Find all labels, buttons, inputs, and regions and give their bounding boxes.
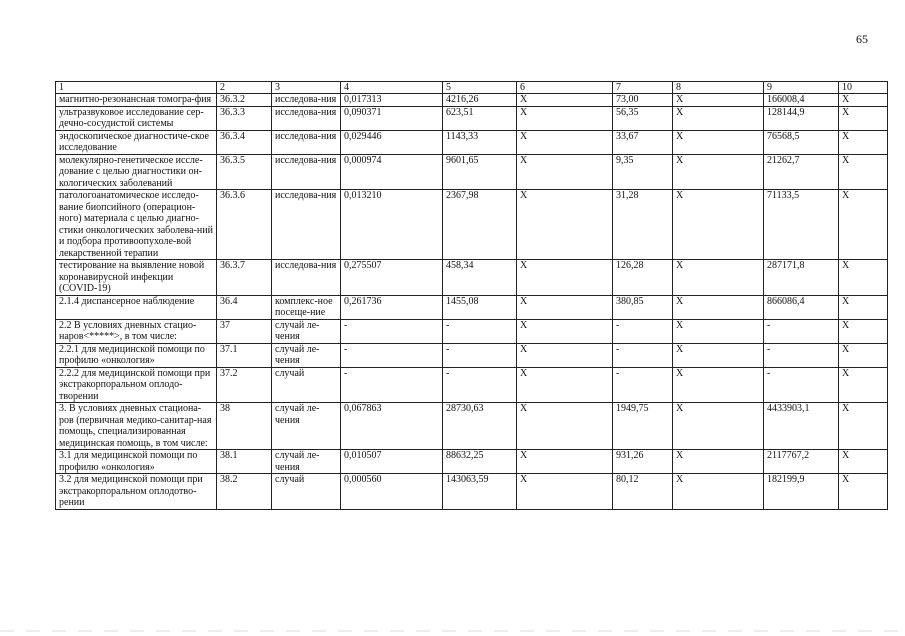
column-header-7: 7 <box>613 82 673 94</box>
table-cell: X <box>517 319 613 343</box>
table-cell: 36.3.5 <box>217 154 272 190</box>
table-cell: 36.3.4 <box>217 130 272 154</box>
table-cell: X <box>517 367 613 403</box>
column-header-10: 10 <box>839 82 888 94</box>
table-cell: X <box>839 474 888 510</box>
table-cell: 2.2.2 для медицинской помощи при экстракорпоральном оплодо-творении <box>56 367 217 403</box>
table-cell: 287171,8 <box>764 260 839 296</box>
table-cell: 0,090371 <box>341 106 443 130</box>
table-row <box>56 343 888 367</box>
table-cell: X <box>517 130 613 154</box>
table-cell: 71133,5 <box>764 190 839 260</box>
table-row <box>56 154 888 190</box>
table-cell: 2117767,2 <box>764 450 839 474</box>
table-cell: 2.2 В условиях дневных стацио-наров<*****>, в том числе: <box>56 319 217 343</box>
table-cell: - <box>443 367 517 403</box>
table-cell: молекулярно-генетическое иссле-дование с целью диагностики он-кологических заболеваний <box>56 154 217 190</box>
table-cell: 1455,08 <box>443 295 517 319</box>
table-row <box>56 260 888 296</box>
table-cell: 38 <box>217 403 272 450</box>
column-header-2: 2 <box>217 82 272 94</box>
table-row <box>56 367 888 403</box>
table-row <box>56 450 888 474</box>
table-cell: 3. В условиях дневных стациона-ров (первичная медико-санитар-ная помощь, специализированная медицинская помощь, в том числе: <box>56 403 217 450</box>
table-cell: 88632,25 <box>443 450 517 474</box>
table-cell: 126,28 <box>613 260 673 296</box>
table-cell: случай <box>272 367 341 403</box>
table-cell: 2367,98 <box>443 190 517 260</box>
table-cell: 33,67 <box>613 130 673 154</box>
table-cell: 4216,26 <box>443 94 517 107</box>
table-cell: X <box>839 295 888 319</box>
table-cell: X <box>673 94 764 107</box>
table-cell: 31,28 <box>613 190 673 260</box>
table-cell: X <box>673 260 764 296</box>
table-cell: X <box>839 190 888 260</box>
column-header-3: 3 <box>272 82 341 94</box>
table-cell: - <box>341 343 443 367</box>
table-cell: 38.1 <box>217 450 272 474</box>
table-cell: X <box>673 154 764 190</box>
table-cell: X <box>517 450 613 474</box>
table-cell: X <box>517 474 613 510</box>
column-header-8: 8 <box>673 82 764 94</box>
table-row <box>56 94 888 107</box>
table-header-row <box>56 82 888 94</box>
table-cell: комплекс-ное посеще-ние <box>272 295 341 319</box>
table-cell: X <box>839 367 888 403</box>
table-cell: 21262,7 <box>764 154 839 190</box>
table-cell: - <box>613 343 673 367</box>
table-cell: X <box>673 190 764 260</box>
table-cell: 37.1 <box>217 343 272 367</box>
table-cell: 0,261736 <box>341 295 443 319</box>
table-cell: X <box>517 403 613 450</box>
table-cell: X <box>673 106 764 130</box>
table-cell: 36.3.3 <box>217 106 272 130</box>
table-cell: 182199,9 <box>764 474 839 510</box>
table-row <box>56 190 888 260</box>
table-cell: X <box>517 94 613 107</box>
table-cell: 166008,4 <box>764 94 839 107</box>
table-cell: - <box>443 343 517 367</box>
table-cell: - <box>613 367 673 403</box>
table-cell: X <box>839 130 888 154</box>
table-cell: 9601,65 <box>443 154 517 190</box>
table-cell: X <box>839 106 888 130</box>
table-cell: 3.1 для медицинской помощи по профилю «онкология» <box>56 450 217 474</box>
table-cell: - <box>443 319 517 343</box>
table-cell: случай <box>272 474 341 510</box>
table-cell: тестирование на выявление новой коронавирусной инфекции (COVID-19) <box>56 260 217 296</box>
table-cell: 0,029446 <box>341 130 443 154</box>
table-cell: 931,26 <box>613 450 673 474</box>
table-cell: исследова-ния <box>272 106 341 130</box>
scan-artifact-line <box>0 630 905 632</box>
table-cell: 0,017313 <box>341 94 443 107</box>
table-cell: 38.2 <box>217 474 272 510</box>
table-cell: X <box>517 154 613 190</box>
table-cell: случай ле-чения <box>272 319 341 343</box>
table-cell: 2.1.4 диспансерное наблюдение <box>56 295 217 319</box>
table-cell: - <box>764 367 839 403</box>
table-cell: 1143,33 <box>443 130 517 154</box>
table-cell: X <box>839 94 888 107</box>
table-row <box>56 106 888 130</box>
table-cell: 0,067863 <box>341 403 443 450</box>
column-header-6: 6 <box>517 82 613 94</box>
table-cell: X <box>673 403 764 450</box>
table-cell: 76568,5 <box>764 130 839 154</box>
table-cell: 3.2 для медицинской помощи при экстракорпоральном оплодотво-рении <box>56 474 217 510</box>
column-header-1: 1 <box>56 82 217 94</box>
table-cell: 128144,9 <box>764 106 839 130</box>
table-cell: - <box>764 319 839 343</box>
table-cell: X <box>673 450 764 474</box>
table-cell: 36.4 <box>217 295 272 319</box>
table-cell: 4433903,1 <box>764 403 839 450</box>
table-row <box>56 130 888 154</box>
table-cell: 80,12 <box>613 474 673 510</box>
table-cell: X <box>839 450 888 474</box>
table-cell: X <box>517 343 613 367</box>
table-cell: X <box>517 295 613 319</box>
table-cell: 36.3.7 <box>217 260 272 296</box>
table-cell: X <box>673 295 764 319</box>
table-cell: 0,010507 <box>341 450 443 474</box>
column-header-9: 9 <box>764 82 839 94</box>
table-cell: 0,000974 <box>341 154 443 190</box>
table-cell: 0,275507 <box>341 260 443 296</box>
table-cell: случай ле-чения <box>272 450 341 474</box>
table-cell: 866086,4 <box>764 295 839 319</box>
table-cell: - <box>613 319 673 343</box>
table-cell: 37 <box>217 319 272 343</box>
table-cell: магнитно-резонансная томогра-фия <box>56 94 217 107</box>
table-cell: 143063,59 <box>443 474 517 510</box>
column-header-4: 4 <box>341 82 443 94</box>
table-cell: 2.2.1 для медицинской помощи по профилю «онкология» <box>56 343 217 367</box>
table-body <box>56 82 888 510</box>
table-cell: 1949,75 <box>613 403 673 450</box>
table-cell: патологоанатомическое исследо-вание биопсийного (операцион-ного) материала с целью диагно-стики онкологических заболева-ний и подбора противоопухоле-вой лекарственной терапии <box>56 190 217 260</box>
table-cell: исследова-ния <box>272 94 341 107</box>
table-cell: X <box>673 343 764 367</box>
table-cell: 36.3.2 <box>217 94 272 107</box>
table-cell: эндоскопическое диагностиче-ское исследование <box>56 130 217 154</box>
column-header-5: 5 <box>443 82 517 94</box>
table-cell: 56,35 <box>613 106 673 130</box>
table-cell: 380,85 <box>613 295 673 319</box>
table-cell: X <box>673 130 764 154</box>
table-row <box>56 403 888 450</box>
table-cell: исследова-ния <box>272 260 341 296</box>
table-cell: X <box>517 106 613 130</box>
table-cell: 623,51 <box>443 106 517 130</box>
table-cell: исследова-ния <box>272 154 341 190</box>
table-cell: 73,00 <box>613 94 673 107</box>
table-cell: 9,35 <box>613 154 673 190</box>
table-cell: X <box>839 154 888 190</box>
table-row <box>56 474 888 510</box>
table-cell: - <box>341 319 443 343</box>
table-cell: случай ле-чения <box>272 343 341 367</box>
table-cell: X <box>839 403 888 450</box>
table-cell: 28730,63 <box>443 403 517 450</box>
table-cell: X <box>673 319 764 343</box>
table-cell: X <box>839 319 888 343</box>
table-cell: случай ле-чения <box>272 403 341 450</box>
table-cell: исследова-ния <box>272 190 341 260</box>
table-cell: 0,013210 <box>341 190 443 260</box>
table-cell: 36.3.6 <box>217 190 272 260</box>
data-table <box>55 81 888 510</box>
table-cell: - <box>341 367 443 403</box>
table-cell: 37.2 <box>217 367 272 403</box>
page-number: 65 <box>856 32 868 46</box>
table-row <box>56 319 888 343</box>
table-cell: 458,34 <box>443 260 517 296</box>
table-cell: 0,000560 <box>341 474 443 510</box>
table-cell: X <box>673 367 764 403</box>
table-row <box>56 295 888 319</box>
table-cell: ультразвуковое исследование сер-дечно-сосудистой системы <box>56 106 217 130</box>
table-cell: - <box>764 343 839 367</box>
table-cell: X <box>839 260 888 296</box>
table-cell: X <box>839 343 888 367</box>
table-cell: исследова-ния <box>272 130 341 154</box>
table-cell: X <box>517 260 613 296</box>
table-cell: X <box>673 474 764 510</box>
table-cell: X <box>517 190 613 260</box>
